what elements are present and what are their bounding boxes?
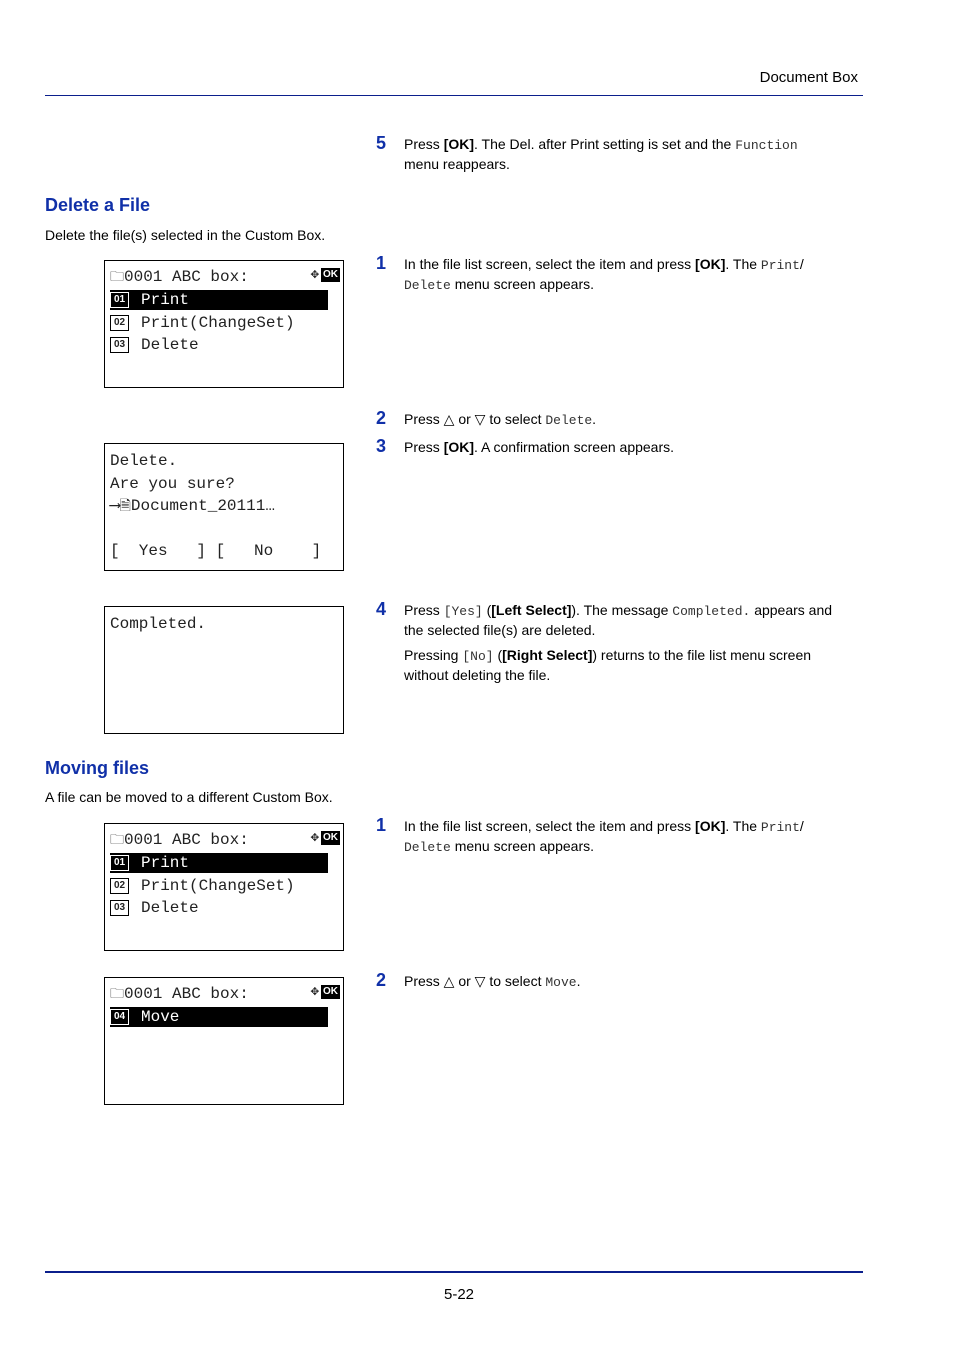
footer-rule [45,1271,863,1273]
arrow-right-icon: ⟶ [110,497,120,515]
item-label: Delete [141,899,199,917]
step-text [404,601,854,640]
header-rule [45,95,863,96]
lcd-line: Are you sure? [110,475,235,493]
lcd-title-text: 0001 ABC box: [124,985,249,1003]
key-label: [OK] [443,136,475,152]
text: ). The message [571,602,673,618]
item-label: Print [141,854,190,872]
key-label: [OK] [695,818,726,834]
four-way-arrow-icon: ✥ [310,267,319,283]
lcd-screen [104,606,344,734]
folder-icon: 🗀 [110,987,124,1003]
text: ) returns to the file list menu screen without deleting the file. [404,647,812,683]
four-way-arrow-icon: ✥ [310,984,319,1000]
text: / [799,818,804,834]
key-label: [OK] [695,256,726,272]
lcd-line [110,496,275,516]
text: In the file list screen, select the item and press [404,818,696,834]
four-way-arrow-icon: ✥ [310,830,319,846]
lcd-menu-item [110,898,199,918]
ok-icon: OK [323,832,338,843]
text: appears and the selected file(s) are deleted. [404,602,833,638]
key-label: [Left Select] [491,602,572,618]
text: Pressing [404,647,463,663]
step-text [404,255,854,295]
folder-icon: 🗀 [110,833,124,849]
text: . [576,973,581,989]
lcd-menu-item [110,876,295,896]
lcd-screen [104,443,344,571]
lcd-menu-item-selected [110,290,328,310]
step-number: 4 [376,599,387,619]
nav-indicator [311,268,340,282]
mono-term: [No] [462,649,494,664]
mono-term: Move [545,975,577,990]
text: Press [404,439,444,455]
item-number-icon: 02 [110,878,129,894]
text: . The [725,818,761,834]
step-number: 1 [376,815,387,835]
step-text [404,817,854,857]
lcd-line: Delete. [110,452,178,470]
step-number: 2 [376,408,387,428]
mono-term: Delete [545,413,593,428]
lcd-title-text: 0001 ABC box: [124,268,249,286]
text: menu reappears. [404,156,510,172]
text: / [799,256,804,272]
step-text [404,438,854,457]
text: menu screen appears. [450,838,595,854]
mono-term: [Yes] [443,604,483,619]
step-number: 1 [376,253,387,273]
text: ( [493,647,503,663]
step-text [404,646,854,685]
section-heading: Delete a File [45,195,151,215]
text: . A confirmation screen appears. [474,439,675,455]
text: . [592,411,597,427]
ok-icon: OK [323,269,338,280]
item-number-icon: 04 [110,1009,129,1025]
lcd-screen [104,260,344,388]
lcd-screen [104,977,344,1105]
item-number-icon: 02 [110,315,129,331]
lcd-line: Completed. [110,615,207,633]
lcd-screen [104,823,344,951]
text: Press △ or ▽ to select [404,973,546,989]
lcd-title [110,984,249,1004]
item-number-icon: 01 [110,855,129,871]
step-number: 2 [376,970,387,990]
folder-icon: 🗀 [110,270,124,286]
key-label: [OK] [443,439,475,455]
key-label: [Right Select] [502,647,593,663]
yes-softkey[interactable]: [ Yes ] [110,542,207,560]
lcd-menu-item-selected [110,853,328,873]
mono-term: Print [760,258,800,273]
lcd-menu-item [110,313,295,333]
lcd-menu-item [110,335,199,355]
text: Press [404,136,444,152]
mono-term: Delete [404,840,451,855]
item-number-icon: 03 [110,900,129,916]
step-text [404,135,854,174]
mono-term: Completed. [672,604,751,619]
text: In the file list screen, select the item and press [404,256,696,272]
no-softkey[interactable]: [ No ] [215,542,322,560]
nav-indicator [311,831,340,845]
mono-term: Delete [404,278,451,293]
text: ( [482,602,492,618]
lcd-title-text: 0001 ABC box: [124,831,249,849]
item-label: Delete [141,336,199,354]
item-label: Print(ChangeSet) [141,314,295,332]
step-number: 3 [376,436,387,456]
running-header: Document Box [759,69,858,86]
text: Press △ or ▽ to select [404,411,546,427]
item-number-icon: 01 [110,292,129,308]
text: Press [404,602,444,618]
item-label: Print [141,291,190,309]
step-text [404,410,854,430]
text: menu screen appears. [450,276,595,292]
item-number-icon: 03 [110,337,129,353]
mono-term: Print [760,820,800,835]
section-heading: Moving files [45,758,150,778]
lcd-title [110,267,249,287]
lcd-button-row [110,541,321,561]
section-intro: A file can be moved to a different Custom Box. [45,789,333,805]
lcd-menu-item-selected [110,1007,328,1027]
nav-indicator [311,985,340,999]
step-number: 5 [376,133,387,153]
text: . The [725,256,761,272]
ok-icon: OK [323,986,338,997]
document-name: Document_20111… [130,497,275,515]
item-label: Move [141,1008,180,1026]
section-intro: Delete the file(s) selected in the Custom Box. [45,227,326,243]
document-icon: 🗎 [119,499,131,515]
item-label: Print(ChangeSet) [141,877,295,895]
step-text [404,972,854,992]
page-number: 5-22 [443,1286,475,1303]
text: . The Del. after Print setting is set and the [474,136,736,152]
lcd-title [110,830,249,850]
mono-term: Function [735,138,798,153]
